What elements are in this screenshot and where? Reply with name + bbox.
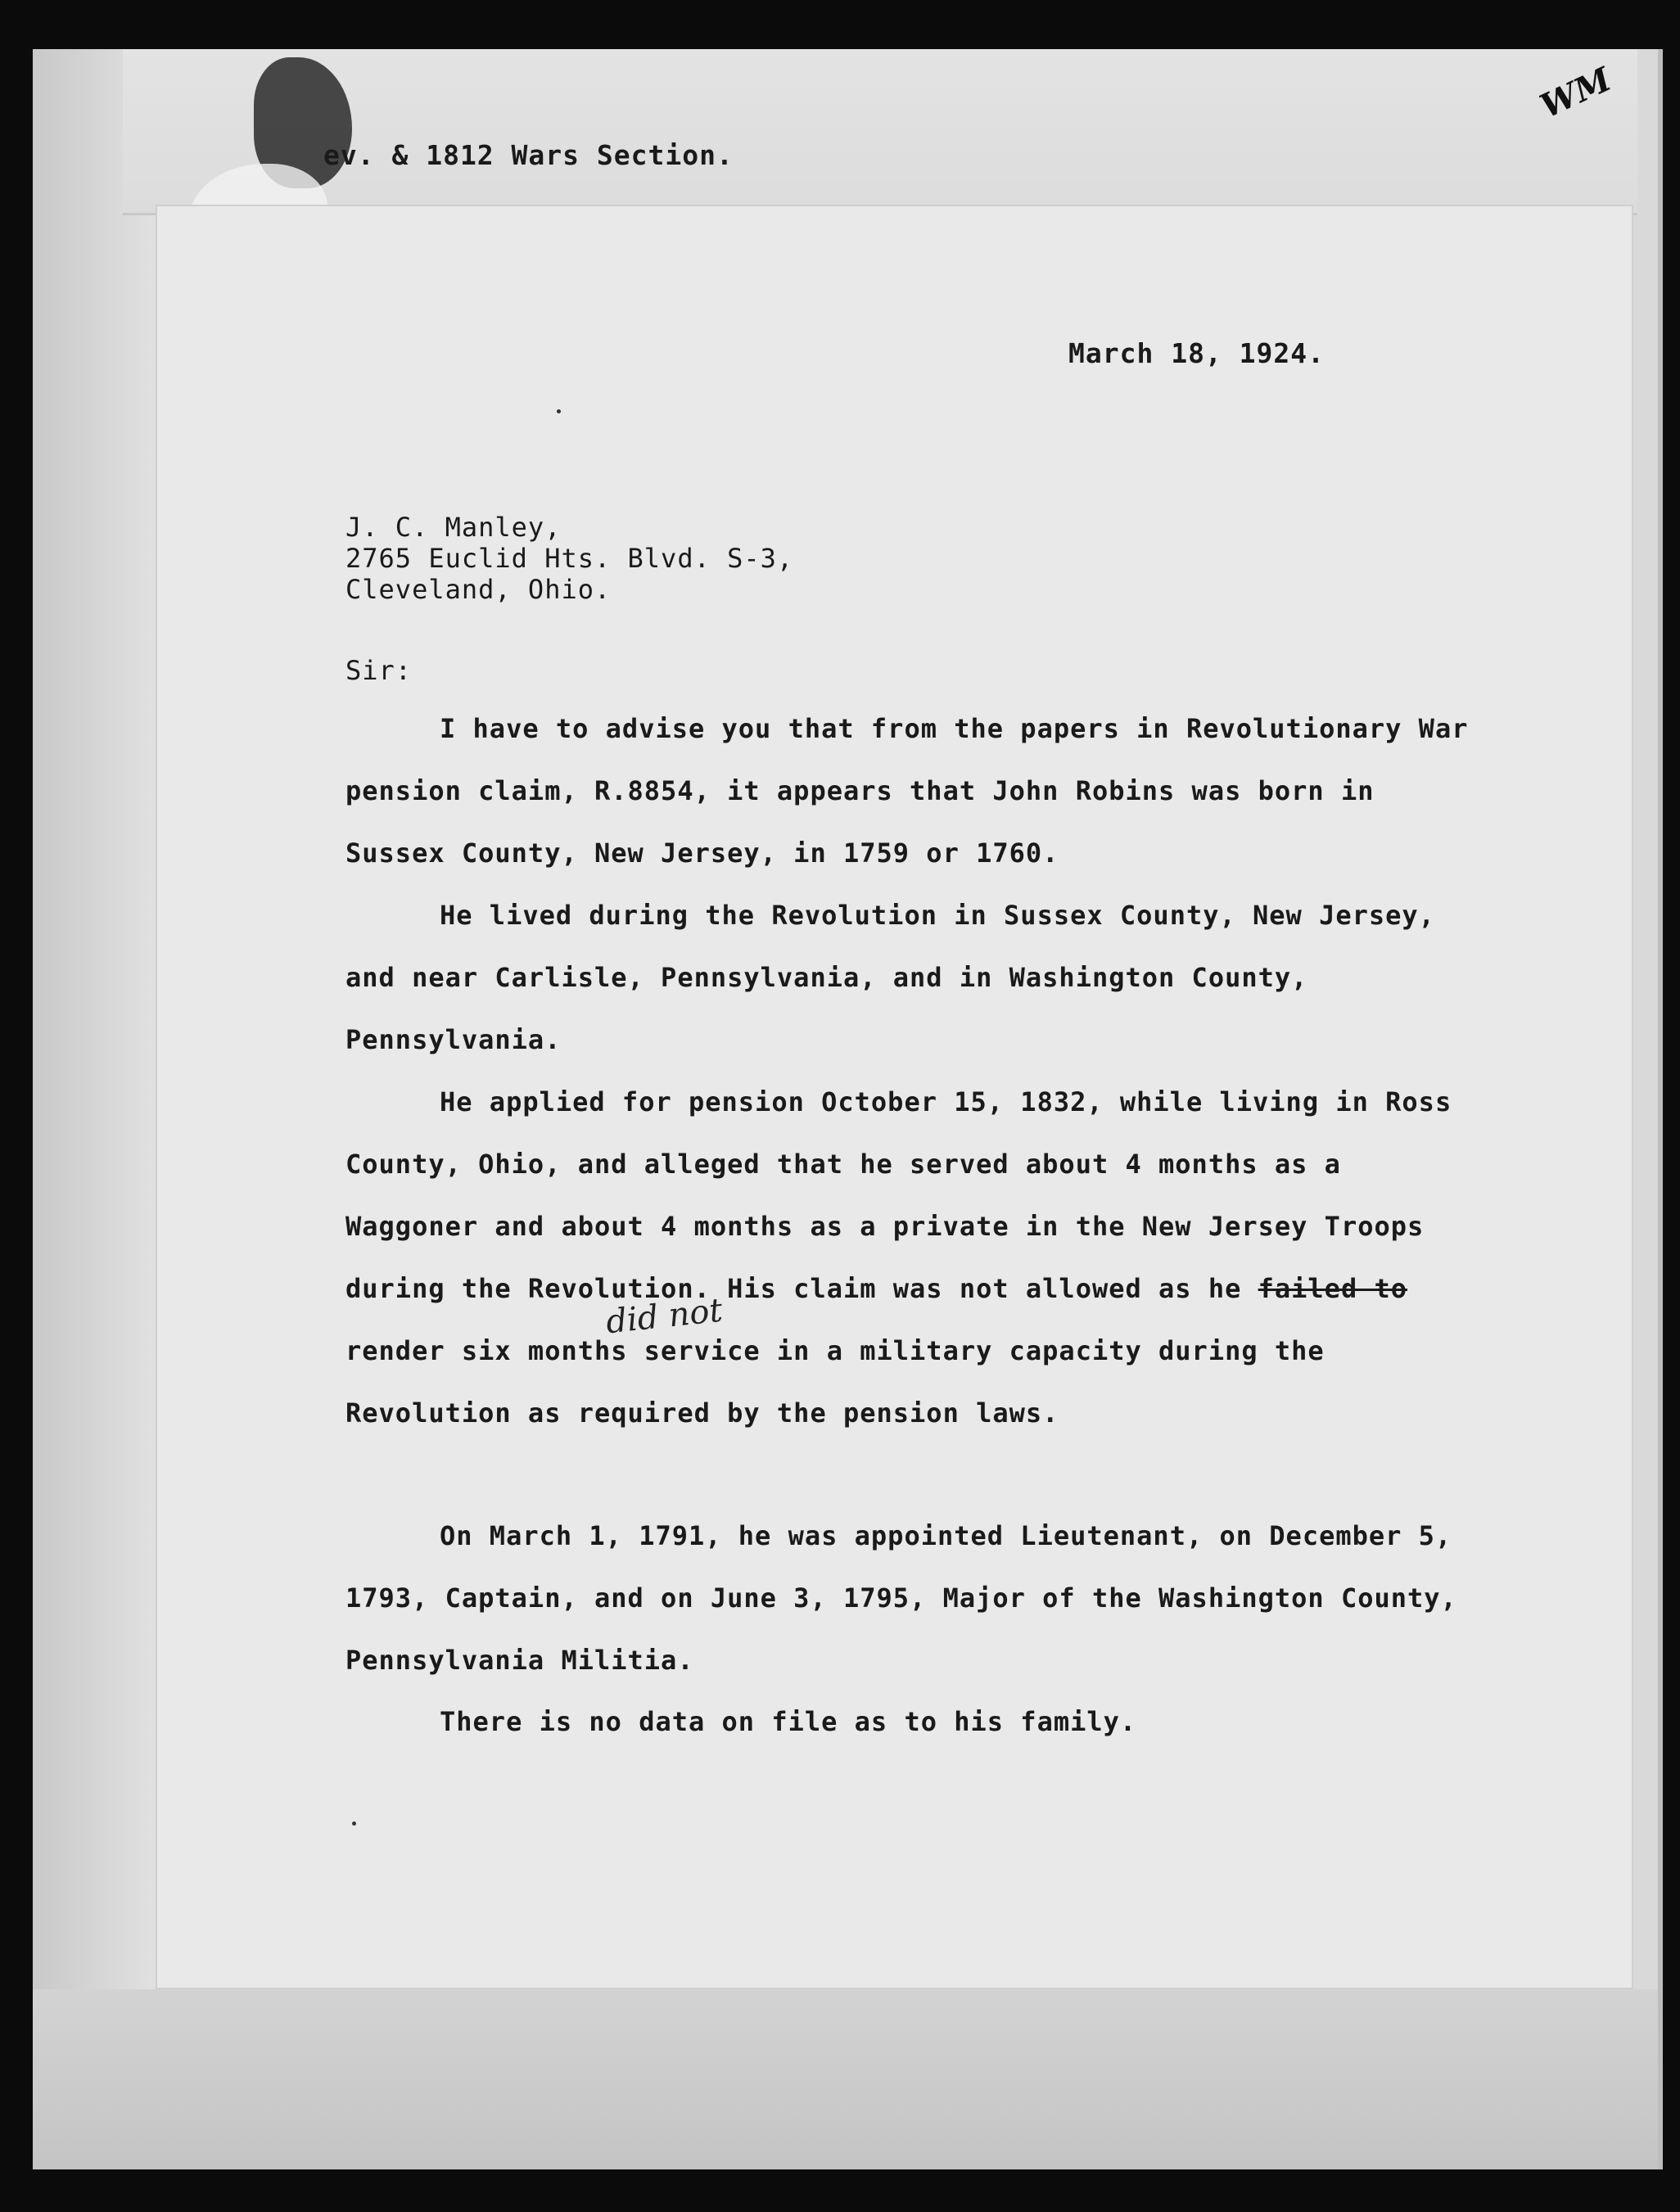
ink-speck <box>557 409 561 413</box>
paragraph-residence: He lived during the Revolution in Sussex County, New Jersey, and near Carlisle, Pennsylvania, and in Washington County, Pennsylvania. <box>345 900 1435 1055</box>
paragraph-birth: I have to advise you that from the papers in Revolutionary War pension claim, R.8854, it appears that John Robins was born in Sussex County, New Jersey, in 1759 or 1760. <box>345 713 1469 869</box>
recipient-street: 2765 Euclid Hts. Blvd. S-3, <box>345 543 794 574</box>
handwritten-correction: did not <box>603 1291 725 1342</box>
recipient-address <box>345 512 793 605</box>
section-header: ev. & 1812 Wars Section. <box>323 139 734 171</box>
salutation: Sir: <box>345 655 413 686</box>
paragraph-militia-service: On March 1, 1791, he was appointed Lieutenant, on December 5, 1793, Captain, and on June 3, 1795, Major of the Washington County, Pennsylvania Militia. <box>345 1520 1457 1676</box>
recipient-name: J. C. Manley, <box>345 512 562 543</box>
ink-speck <box>352 1822 356 1826</box>
pension-claim-text-end: render six months service in a military capacity during the Revolution as required by the pension laws. <box>345 1335 1325 1429</box>
pension-claim-text-start: He applied for pension October 15, 1832, while living in Ross County, Ohio, and alleged that he served about 4 months as a Waggoner and about 4 months as a private in the New Jersey Troops during the Revolution. His claim was not allowed as he <box>345 1086 1452 1304</box>
struck-out-text: failed to <box>1258 1273 1407 1304</box>
paragraph-family: There is no data on file as to his family. <box>440 1706 1137 1737</box>
letter-date: March 18, 1924. <box>1068 337 1325 369</box>
recipient-city: Cleveland, Ohio. <box>345 574 612 605</box>
left-paper-edge <box>33 49 164 2169</box>
bottom-paper-band <box>33 1989 1658 2169</box>
paragraph-pension-claim <box>345 1071 1475 1444</box>
corner-handwritten-mark: WM <box>1534 60 1617 126</box>
